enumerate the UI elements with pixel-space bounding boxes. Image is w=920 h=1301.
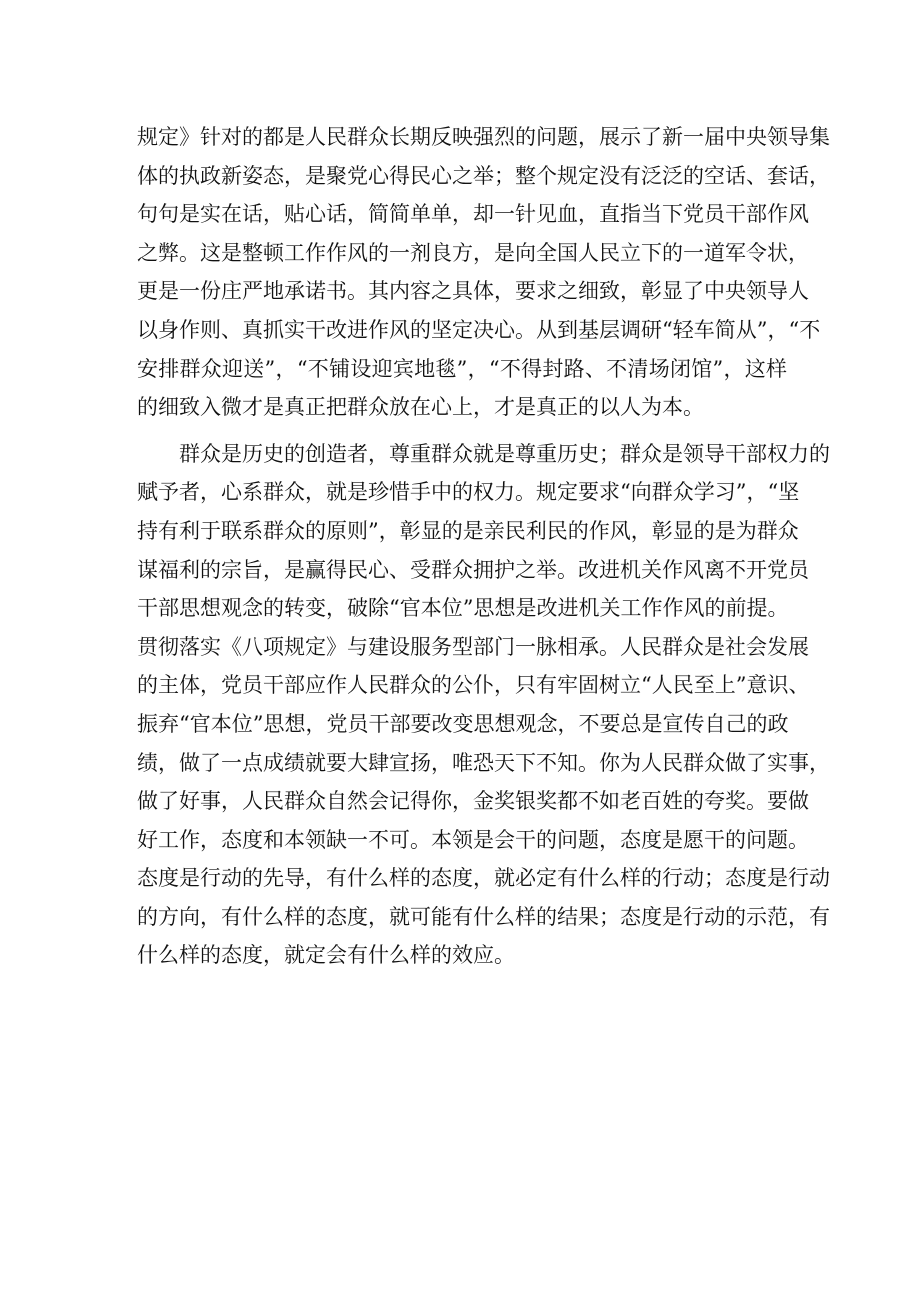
text-line: 做了好事，人民群众自然会记得你，金奖银奖都不如老百姓的夸奖。要做 <box>137 789 809 814</box>
text-line: 更是一份庄严地承诺书。其内容之具体，要求之细致，彰显了中央领导人 <box>137 279 809 304</box>
text-line: 体的执政新姿态，是聚党心得民心之举；整个规定没有泛泛的空话、套话， <box>137 163 830 188</box>
document-body <box>137 118 830 975</box>
text-line: 安排群众迎送”，“不铺设迎宾地毯”，“不得封路、不清场闭馆”，这样 <box>137 356 787 381</box>
text-line: 的主体，党员干部应作人民群众的公仆，只有牢固树立“人民至上”意识、 <box>137 673 810 698</box>
text-line: 规定》针对的都是人民群众长期反映强烈的问题，展示了新一届中央领导集 <box>137 125 830 149</box>
text-line: 好工作，态度和本领缺一不可。本领是会干的问题，态度是愿干的问题。 <box>137 827 809 852</box>
text-line: 以身作则、真抓实干改进作风的坚定决心。从到基层调研“轻车简从”，“不 <box>137 317 821 342</box>
text-line: 持有利于联系群众的原则”，彰显的是亲民利民的作风，彰显的是为群众 <box>137 518 799 543</box>
text-line: 干部思想观念的转变，破除“官本位”思想是改进机关工作作风的前提。 <box>137 596 789 621</box>
text-line: 的方向，有什么样的态度，就可能有什么样的结果；态度是行动的示范，有 <box>137 904 830 929</box>
text-line: 赋予者，心系群众，就是珍惜手中的权力。规定要求“向群众学习”，“坚 <box>137 480 800 505</box>
text-line: 句句是实在话，贴心话，简简单单，却一针见血，直指当下党员干部作风 <box>137 202 809 227</box>
text-line: 群众是历史的创造者，尊重群众就是尊重历史；群众是领导干部权力的 <box>179 441 830 466</box>
paragraph-1 <box>137 118 830 427</box>
text-line: 绩，做了一点成绩就要大肆宣扬，唯恐天下不知。你为人民群众做了实事， <box>137 750 830 775</box>
text-line: 的细致入微才是真正把群众放在心上，才是真正的以人为本。 <box>137 395 704 420</box>
paragraph-2 <box>137 435 830 975</box>
text-line: 态度是行动的先导，有什么样的态度，就必定有什么样的行动；态度是行动 <box>137 866 830 891</box>
text-line: 贯彻落实《八项规定》与建设服务型部门一脉相承。人民群众是社会发展 <box>137 634 809 659</box>
text-line: 什么样的态度，就定会有什么样的效应。 <box>137 943 515 968</box>
text-line: 谋福利的宗旨，是赢得民心、受群众拥护之举。改进机关作风离不开党员 <box>137 557 809 582</box>
text-line: 振弃“官本位”思想，党员干部要改变思想观念，不要总是宣传自己的政 <box>137 711 789 736</box>
text-line: 之弊。这是整顿工作作风的一剂良方，是向全国人民立下的一道军令状， <box>137 240 809 265</box>
